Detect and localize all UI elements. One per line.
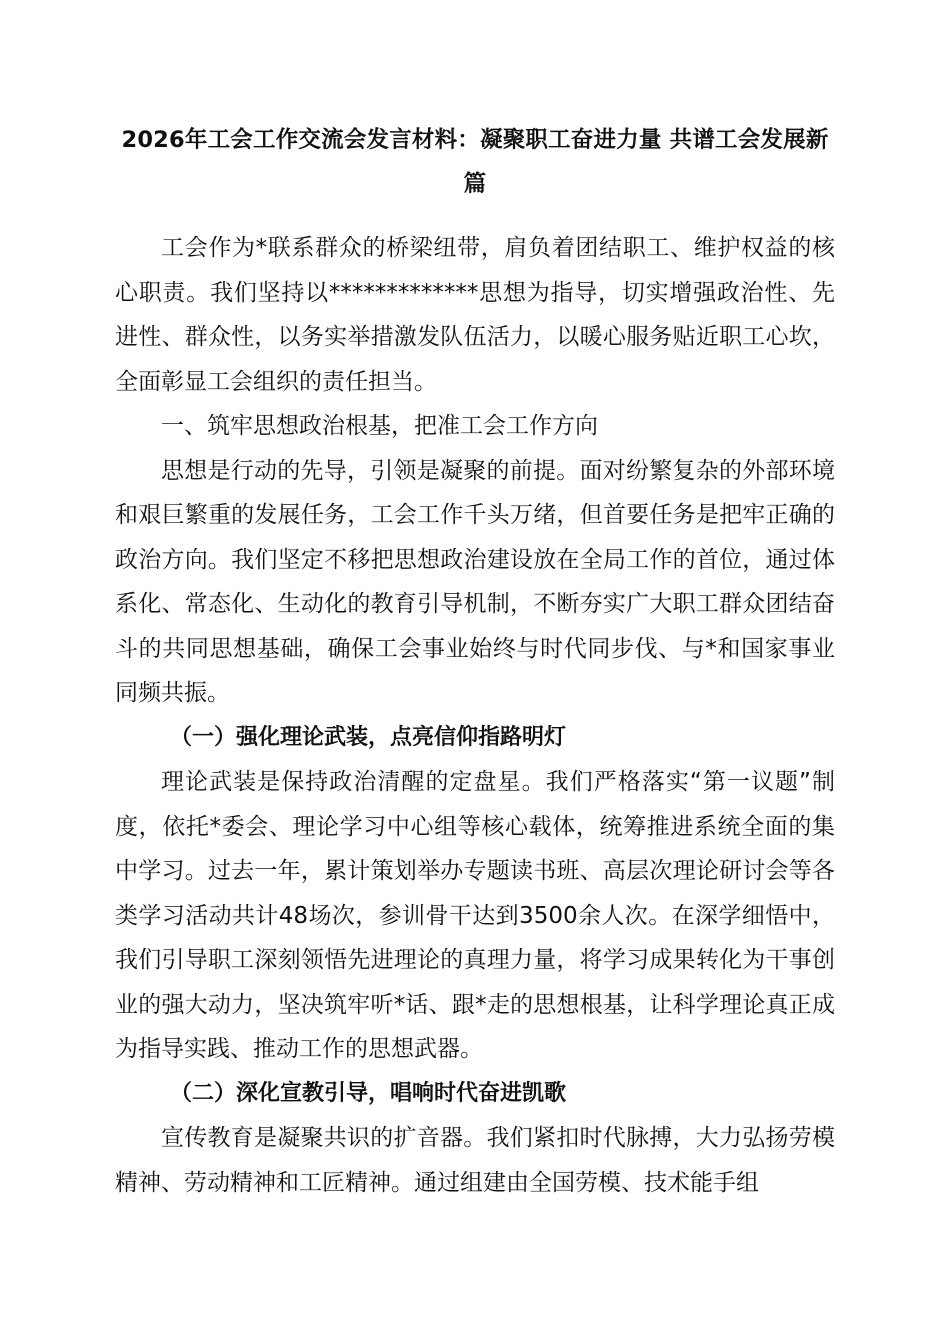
subsection-2-paragraph: 宣传教育是凝聚共识的扩音器。我们紧扣时代脉搏，大力弘扬劳模精神、劳动精神和工匠精神。通过组建由全国劳模、技术能手组 xyxy=(115,1125,835,1196)
subsection-heading-1: （一）强化理论武装，点亮信仰指路明灯 xyxy=(170,724,567,750)
section-1-paragraph: 思想是行动的先导，引领是凝聚的前提。面对纷繁复杂的外部环境和艰巨繁重的发展任务，工会工作千头万绪，但首要任务是把牢正确的政治方向。我们坚定不移把思想政治建设放在全局工作的首位，通过体系化、常态化、生动化的教育引导机制，不断夯实广大职工群众团结奋斗的共同思想基础，确保工会事业始终与时代同步伐、与*和国家事业同频共振。 xyxy=(115,457,835,706)
subsection-1-paragraph: 理论武装是保持政治清醒的定盘星。我们严格落实“第一议题”制度，依托*委会、理论学习中心组等核心载体，统筹推进系统全面的集中学习。过去一年，累计策划举办专题读书班、高层次理论研讨会等各类学习活动共计48场次，参训骨干达到3500余人次。在深学细悟中，我们引导职工深刻领悟先进理论的真理力量，将学习成果转化为干事创业的强大动力，坚决筑牢听*话、跟*走的思想根基，让科学理论真正成为指导实践、推动工作的思想武器。 xyxy=(115,769,835,1062)
subsection-heading-2: （二）深化宣教引导，唱响时代奋进凯歌 xyxy=(170,1080,567,1106)
intro-paragraph: 工会作为*联系群众的桥梁纽带，肩负着团结职工、维护权益的核心职责。我们坚持以*************思想为指导，切实增强政治性、先进性、群众性，以务实举措激发队伍活力，以暖心服务贴近职工心坎，全面彰显工会组织的责任担当。 xyxy=(115,235,835,395)
document-page xyxy=(115,118,835,1205)
document-title: 2026年工会工作交流会发言材料：凝聚职工奋进力量 共谱工会发展新篇 xyxy=(121,127,829,197)
section-heading-1: 一、筑牢思想政治根基，把准工会工作方向 xyxy=(161,413,598,439)
